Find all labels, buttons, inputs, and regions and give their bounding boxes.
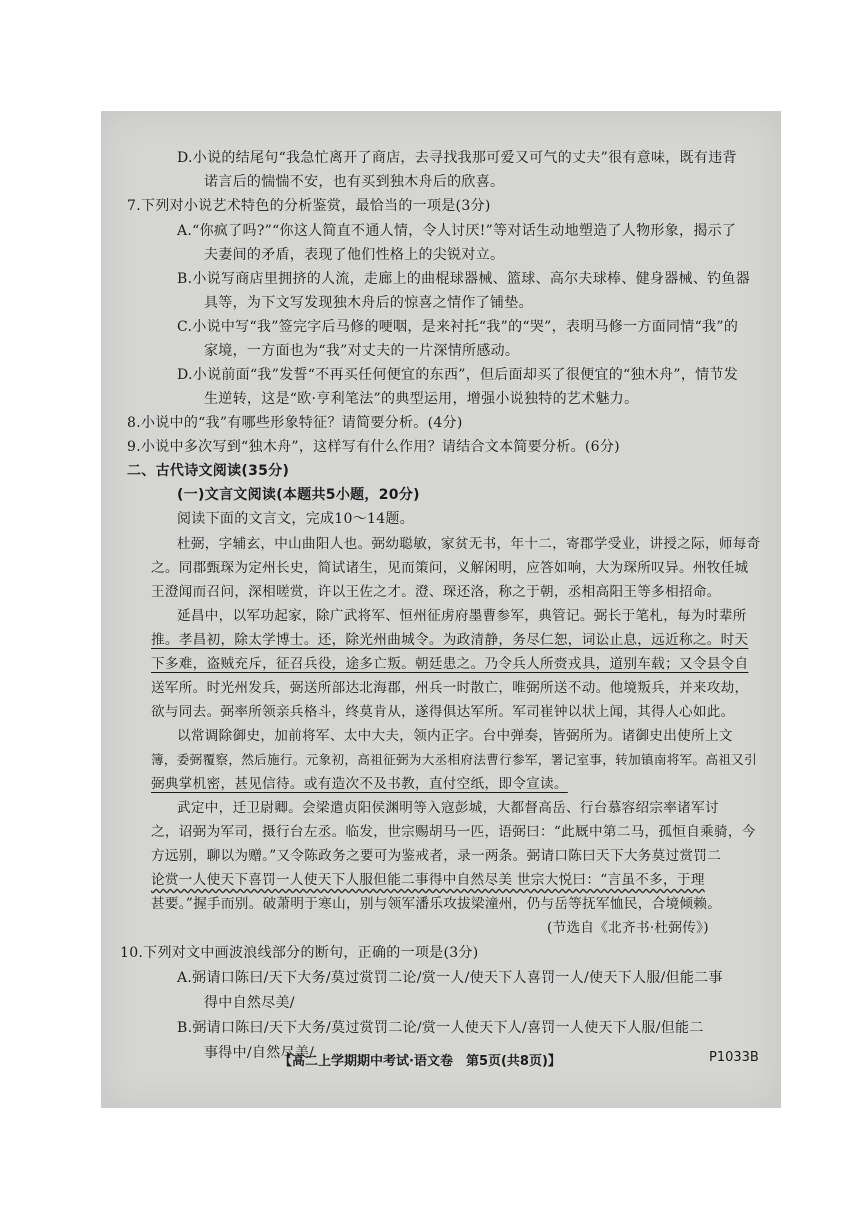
passage-p1-line-1: 杜弼，字辅玄，中山曲阳人也。弼幼聪敏，家贫无书，年十二，寄郡学受业，讲授之际，师每奇 — [177, 536, 761, 552]
option-d-line-1: D.小说的结尾句“我急忙离开了商店，去寻找我那可爱又可气的丈夫”很有意味，既有违背 — [177, 150, 737, 166]
reading-instruction: 阅读下面的文言文，完成10～14题。 — [177, 511, 415, 527]
q10-option-a-line-1: A.弼请口陈曰/天下大务/莫过赏罚二论/赏一人/使天下人喜罚一人/使天下人服/但能二事 — [177, 970, 723, 986]
passage-p2-line-1: 延昌中，以军功起家，除广武将军、恒州征虏府墨曹参军，典管记。弼长于笔札，每为时辈所 — [177, 608, 747, 624]
passage-p2-line-5: 欲与同去。弼率所领亲兵格斗，终莫肯从，遂得俱达军所。军司崔钟以状上闻，其得人心如此。 — [151, 704, 735, 720]
passage-p2-line-4: 送军所。时光州发兵，弼送所部达北海郡，州兵一时散亡，唯弼所送不动。他境叛兵，并来攻劫， — [151, 680, 749, 696]
q7-option-c-line-1: C.小说中写“我”签完字后马修的哽咽，是来衬托“我”的“哭”，表明马修一方面同情“我”的 — [177, 319, 739, 335]
passage-p3-line-2: 簿，委弼覆察，然后施行。元象初，高祖征弼为大丞相府法曹行参军，署记室事，转加镇南将军。高祖又引 — [151, 752, 758, 767]
passage-p3-line-1: 以常调除御史，加前将军、太中大夫，领内正字。台中弹奏，皆弼所为。诸御史出使所上文 — [177, 728, 733, 744]
q10-option-b-line-1: B.弼请口陈曰/天下大务/莫过赏罚二论/赏一人使天下人/喜罚一人使天下人服/但能二 — [177, 1020, 704, 1036]
q7-option-d-line-2: 生逆转，这是“欧·亨利笔法”的典型运用，增强小说独特的艺术魅力。 — [204, 391, 639, 407]
passage-p2-line-2: 推。孝昌初，除太学博士。还，除光州曲城令。为政清静，务尽仁恕，词讼止息，远近称之。时天 — [151, 632, 749, 648]
subsection-heading: (一)文言文阅读(本题共5小题，20分) — [177, 487, 420, 503]
q7-option-d-line-1: D.小说前面“我”发誓“不再买任何便宜的东西”，但后面却买了很便宜的“独木舟”，情节发 — [177, 367, 739, 383]
passage-p1-line-3: 王澄闻而召问，深相嗟赏，许以王佐之才。澄、琛还洛，称之于朝，丞相高阳王等多相招命。 — [151, 584, 721, 600]
passage-source: (节选自《北齐书·杜弼传》) — [547, 920, 709, 936]
question-9: 9.小说中多次写到“独木舟”，这样写有什么作用？请结合文本简要分析。(6分) — [127, 439, 620, 455]
footer-title: 【高二上学期期中考试·语文卷 第5页(共8页)】 — [279, 1054, 561, 1069]
option-d-line-2: 诺言后的惴惴不安，也有买到独木舟后的欣喜。 — [204, 174, 505, 190]
q7-option-a-line-1: A.“你疯了吗?”“你这人简直不通人情，令人讨厌!”等对话生动地塑造了人物形象，揭示了 — [177, 223, 737, 239]
question-10: 10.下列对文中画波浪线部分的断句，正确的一项是(3分) — [120, 945, 479, 961]
passage-p4-line-1: 武定中，迁卫尉卿。会梁遣贞阳侯渊明等入寇彭城，大都督高岳、行台慕容绍宗率诸军讨 — [177, 800, 719, 816]
passage-p1-line-2: 之。同郡甄琛为定州长史，简试诸生，见而策问，义解闲明，应答如响，大为琛所叹异。州牧任城 — [151, 560, 749, 576]
q10-option-b-line-2: 事得中/自然尽美/ — [204, 1045, 315, 1061]
q7-option-a-line-2: 夫妻间的矛盾，表现了他们性格上的尖锐对立。 — [204, 247, 505, 263]
section-heading: 二、古代诗文阅读(35分) — [127, 463, 290, 479]
exam-page — [101, 111, 781, 1108]
passage-p4-line-4: 论赏一人使天下喜罚一人使天下人服但能二事得中自然尽美 世宗大悦曰：“言虽不多，于理 — [151, 872, 705, 888]
passage-p4-line-2: 之，诏弼为军司，摄行台左丞。临发，世宗赐胡马一匹，语弼曰：“此厩中第二马，孤恒自乘骑，今 — [151, 824, 756, 840]
passage-p4-line-5: 甚要。”握手而别。破萧明于寒山，别与领军潘乐攻拔梁潼州，仍与岳等抚军恤民，合境倾赖。 — [151, 896, 722, 912]
question-8: 8.小说中的“我”有哪些形象特征？请简要分析。(4分) — [127, 415, 463, 431]
q7-option-b-line-1: B.小说写商店里拥挤的人流，走廊上的曲棍球器械、篮球、高尔夫球棒、健身器械、钓鱼器 — [177, 271, 751, 287]
passage-p3-line-3: 弼典掌机密，甚见信待。或有造次不及书教，直付空纸，即令宣读。 — [151, 776, 568, 792]
q7-option-b-line-2: 具等，为下文写发现独木舟后的惊喜之情作了铺垫。 — [204, 295, 533, 311]
question-7: 7.下列对小说艺术特色的分析鉴赏，最恰当的一项是(3分) — [127, 198, 491, 214]
q10-option-a-line-2: 得中自然尽美/ — [204, 995, 295, 1011]
q7-option-c-line-2: 家境，一方面也为“我”对丈夫的一片深情所感动。 — [204, 343, 520, 359]
passage-p2-line-3: 下多难，盗贼充斥，征召兵役，途多亡叛。朝廷患之。乃令兵人所赍戎具，道别车载；又令县令自 — [151, 656, 749, 672]
passage-p4-line-3: 方远别，聊以为赠。”又令陈政务之要可为鉴戒者，录一两条。弼请口陈曰天下大务莫过赏罚二 — [151, 848, 722, 864]
footer-code: P1033B — [709, 1050, 759, 1065]
